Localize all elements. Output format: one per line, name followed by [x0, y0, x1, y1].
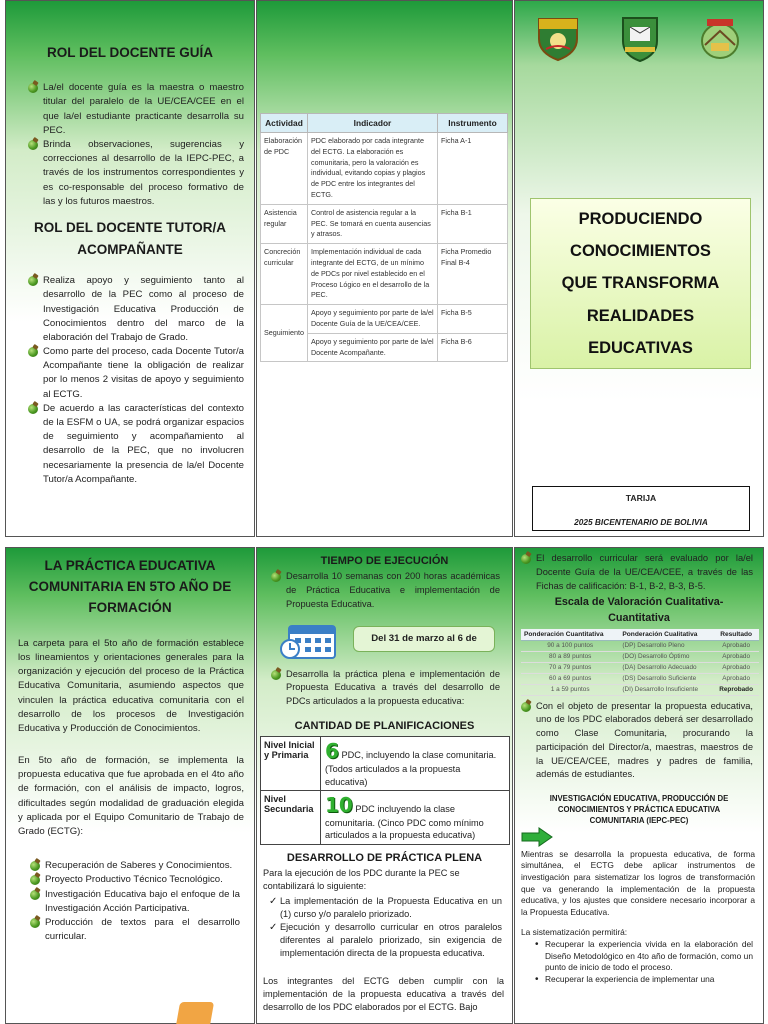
tutor-list — [28, 274, 244, 487]
bullet-icon — [30, 890, 40, 900]
planning-table — [260, 736, 510, 845]
brochure-inner-page — [0, 547, 768, 1024]
table-cell: Ficha A-1 — [438, 133, 508, 205]
table-cell: Elaboración de PDC — [261, 133, 308, 205]
guia-list — [28, 81, 244, 209]
table-row — [261, 244, 508, 305]
table-cell — [321, 737, 510, 791]
table-header: Instrumento — [438, 114, 508, 133]
desarrollo-title: DESARROLLO DE PRÁCTICA PLENA — [286, 851, 483, 864]
bullet-icon — [30, 875, 40, 885]
list-item: ✓ La implementación de la Propuesta Educativa en un (1) curso y/o paralelo priorizado. — [267, 895, 502, 921]
city-label: TARIJA — [625, 493, 657, 503]
cover-title: PRODUCIENDO CONOCIMIENTOS QUE TRANSFORMA REALIDADES EDUCATIVAS — [561, 210, 720, 357]
list-item: Brinda observaciones, sugerencias y correcciones al desarrollo de la IEPC-PEC, a través de los instrumentos correspondientes y es co-responsable del proceso formativo de las y los futuros maestros. — [28, 138, 244, 209]
list-item: Desarrolla 10 semanas con 200 horas académicas de Práctica Educativa e implementación de Propuesta Educativa. — [271, 570, 500, 611]
table-cell: Asistencia regular — [261, 204, 308, 243]
table-cell: Ficha B-1 — [438, 204, 508, 243]
tiempo-title: TIEMPO DE EJECUCIÓN — [320, 555, 449, 567]
list-item: Recuperación de Saberes y Conocimientos. — [30, 859, 240, 873]
table-cell — [321, 790, 510, 844]
list-item: Desarrolla la práctica plena e implementación de Propuesta Educativa a través del desarrollo de PDCs articulados a la propuesta educativa: — [271, 668, 500, 709]
sist-intro: La sistematización permitirá: — [521, 927, 628, 938]
list-item: Producción de textos para el desarrollo curricular. — [30, 916, 240, 944]
count-number: 10 — [325, 792, 353, 817]
table-cell: Concreción curricular — [261, 244, 308, 305]
list-item: Realiza apoyo y seguimiento tanto al desarrollo de la PEC como al proceso de Investigación Educativa Producción de Conocimientos dentro del marco de la elaboración del Trabajo de Grado. — [28, 274, 244, 345]
guia-title: ROL DEL DOCENTE GUÍA — [46, 45, 213, 60]
list-item: • Recuperar la experiencia de implementar una — [521, 974, 753, 986]
iepc-paragraph: Mientras se desarrolla la propuesta educativa, de forma simultánea, el ECTG debe aplicar instrumentos de investigación para sistematizar los logros de transformación que va generando la implementación de la propuesta educativa, y los ajustes que considere necesario incorporar a la Propuesta Educativa. — [521, 848, 755, 917]
calendar-icon — [279, 620, 337, 660]
table-row: 60 a 69 puntos (DS) Desarrollo Suficiente Aprobado — [521, 673, 759, 684]
badge-logo-icon — [615, 13, 665, 63]
tiempo-list — [271, 570, 500, 611]
sist-list — [521, 939, 753, 986]
list-item: ✓ Ejecución y desarrollo curricular en otros paralelos diferentes al paralelo priorizado, sin exigencia de implementación directa de la propuesta educativa. — [267, 921, 502, 960]
practice-paragraph-1: La carpeta para el 5to año de formación establece los lineamientos y orientaciones generales para la organización y ejecución del proceso de la Práctica Educativa Comunitaria, asumiendo aspectos que vinculen la práctica educativa comunitaria con el desarrollo de los procesos de Investigación Educativa y Producción de Conocimientos. — [18, 637, 244, 734]
list-item: Con el objeto de presentar la propuesta educativa, uno de los PDC elaborados deberá ser desarrollado como Clase Comunitaria, procurando la participación del Director/a, maestras, maestros de la UE/CEA/CEE, madres y padres de familia, además de estudiantes. — [521, 700, 753, 783]
list-item: La/el docente guía es la maestra o maestro titular del paralelo de la UE/CEA/CEE en el que la/el estudiante practicante desarrolla su PEC. — [28, 81, 244, 138]
count-text: PDC incluyendo la clase comunitaria. (Cinco PDC como mínimo articulados a la propuesta educativa) — [325, 803, 484, 841]
table-cell: Seguimiento — [261, 305, 308, 362]
cantidad-title: CANTIDAD DE PLANIFICACIONES — [294, 719, 475, 732]
table-row — [261, 204, 508, 243]
footer-box — [532, 486, 750, 531]
date-row — [257, 620, 512, 664]
tutor-title: ROL DEL DOCENTE TUTOR/A ACOMPAÑANTE — [33, 219, 226, 257]
bullet-icon — [28, 404, 38, 414]
bullet-icon — [521, 554, 531, 564]
table-cell: Ficha B-6 — [438, 333, 508, 362]
desarrollo-paragraph: Los integrantes del ECTG deben cumplir con la implementación de la propuesta educativa a través del desarrollo de los PDC elaborados por el ECTG. Bajo — [263, 975, 504, 1012]
count-number: 6 — [325, 739, 339, 764]
cover-title-box — [530, 198, 751, 369]
table-header: Ponderación Cualitativa — [619, 629, 713, 641]
list-item: El desarrollo curricular será evaluado por la/el Docente Guía de la UE/CEA/CEE, a través de las Fichas de calificación: B-1, B-2, B-3, B-5. — [521, 552, 753, 593]
bicentenario-label: 2025 BICENTENARIO DE BOLIVIA — [574, 517, 708, 527]
table-cell: Ficha Promedio Final B-4 — [438, 244, 508, 305]
decorative-shape — [176, 1002, 214, 1024]
desarrollo-list — [267, 895, 502, 960]
table-header: Indicador — [307, 114, 437, 133]
bullet-icon — [521, 702, 531, 712]
list-item: • Recuperar la experiencia vivida en la elaboración del Diseño Metodológico en 4to año de formación, como un punto de inicio de todo el proceso. — [521, 939, 753, 974]
table-row — [261, 305, 508, 334]
list-item: Proyecto Productivo Técnico Tecnológico. — [30, 873, 240, 887]
table-row — [261, 737, 510, 791]
list-item: Investigación Educativa bajo el enfoque de la Investigación Acción Participativa. — [30, 888, 240, 916]
c3-list-2 — [521, 700, 753, 783]
table-cell: Apoyo y seguimiento por parte de la/el Docente Guía de la UE/CEA/CEE. — [307, 305, 437, 334]
crest-logo-icon — [695, 13, 745, 63]
table-cell: Implementación individual de cada integrante del ECTG, de un mínimo de PDCs por nivel establecido en el Proceso Lógico en el desarrollo de la PEC. — [307, 244, 437, 305]
practice-title: LA PRÁCTICA EDUCATIVA COMUNITARIA EN 5TO AÑO DE FORMACIÓN — [28, 558, 232, 615]
practice-paragraph-2: En 5to año de formación, se implementa la propuesta educativa que fue aprobada en el 4to año de formación, con el análisis de impacto, logros, dificultades según modalidad de graduación elegida y aplicada por el Equipo Comunitario de Trabajo de Grado (ECTG): — [18, 755, 244, 838]
table-row: 90 a 100 puntos (DP) Desarrollo Pleno Aprobado — [521, 640, 759, 651]
arrow-right-icon — [521, 827, 553, 847]
escala-table — [521, 629, 759, 696]
table-cell: PDC elaborado por cada integrante del ECTG. La elaboración es comunitaria, pero la valoración es individual, evitando copias y plagios de PDC entre los integrantes del ECTG. — [307, 133, 437, 205]
iepc-title: INVESTIGACIÓN EDUCATIVA, PRODUCCIÓN DE CONOCIMIENTOS Y PRÁCTICA EDUCATIVA COMUNITARIA (IEPC-PEC) — [549, 794, 729, 825]
plena-list — [271, 668, 500, 709]
bullet-icon — [28, 140, 38, 150]
panel-evaluation-table — [256, 0, 513, 537]
panel-evaluation — [514, 547, 764, 1024]
panel-cover — [514, 0, 764, 537]
date-badge: Del 31 de marzo al 6 de — [353, 626, 495, 652]
bullet-icon — [28, 83, 38, 93]
table-cell: Control de asistencia regular a la PEC. Se tomará en cuenta ausencias y atrasos. — [307, 204, 437, 243]
c3-list-1 — [521, 552, 753, 593]
bullet-icon — [271, 670, 281, 680]
escala-title: Escala de Valoración Cualitativa-Cuantitativa — [554, 596, 724, 624]
table-row — [261, 790, 510, 844]
bullet-icon — [30, 861, 40, 871]
modalities-list — [30, 859, 240, 944]
table-cell: Ficha B-5 — [438, 305, 508, 334]
bullet-icon — [28, 276, 38, 286]
table-row: 80 a 89 puntos (DO) Desarrollo Óptimo Aprobado — [521, 651, 759, 662]
count-text: PDC, incluyendo la clase comunitaria. (Todos articulados a la propuesta educativa) — [325, 750, 497, 787]
table-cell: Nivel Secundaria — [261, 790, 321, 844]
table-header: Resultado — [713, 629, 759, 641]
table-row — [261, 133, 508, 205]
bullet-icon — [30, 918, 40, 928]
panel-roles — [5, 0, 255, 537]
table-cell: Nivel Inicial y Primaria — [261, 737, 321, 791]
table-header: Actividad — [261, 114, 308, 133]
list-item: De acuerdo a las características del contexto de la ESFM o UA, se podrá organizar espacios de seguimiento y acompañamiento al desarrollo de la PEC, que no involucren necesariamente la presencia de la/el Docente Tutor/a Acompañante. — [28, 402, 244, 487]
table-cell: Apoyo y seguimiento por parte de la/el Docente Acompañante. — [307, 333, 437, 362]
panel-practice — [5, 547, 255, 1024]
list-item: Como parte del proceso, cada Docente Tutor/a Acompañante tiene la obligación de realizar por lo menos 2 visitas de apoyo y seguimiento al ECTG. — [28, 345, 244, 402]
table-row: 1 a 59 puntos (DI) Desarrollo Insuficiente Reprobado — [521, 684, 759, 695]
bullet-icon — [271, 572, 281, 582]
table-row: 70 a 79 puntos (DA) Desarrollo Adecuado Aprobado — [521, 662, 759, 673]
bullet-icon — [28, 347, 38, 357]
table-header: Ponderación Cuantitativa — [521, 629, 619, 641]
desarrollo-intro: Para la ejecución de los PDC durante la PEC se contabilizará lo siguiente: — [263, 868, 460, 892]
panel-execution — [256, 547, 513, 1024]
shield-logo-icon — [533, 13, 583, 63]
evaluation-table — [260, 113, 508, 362]
